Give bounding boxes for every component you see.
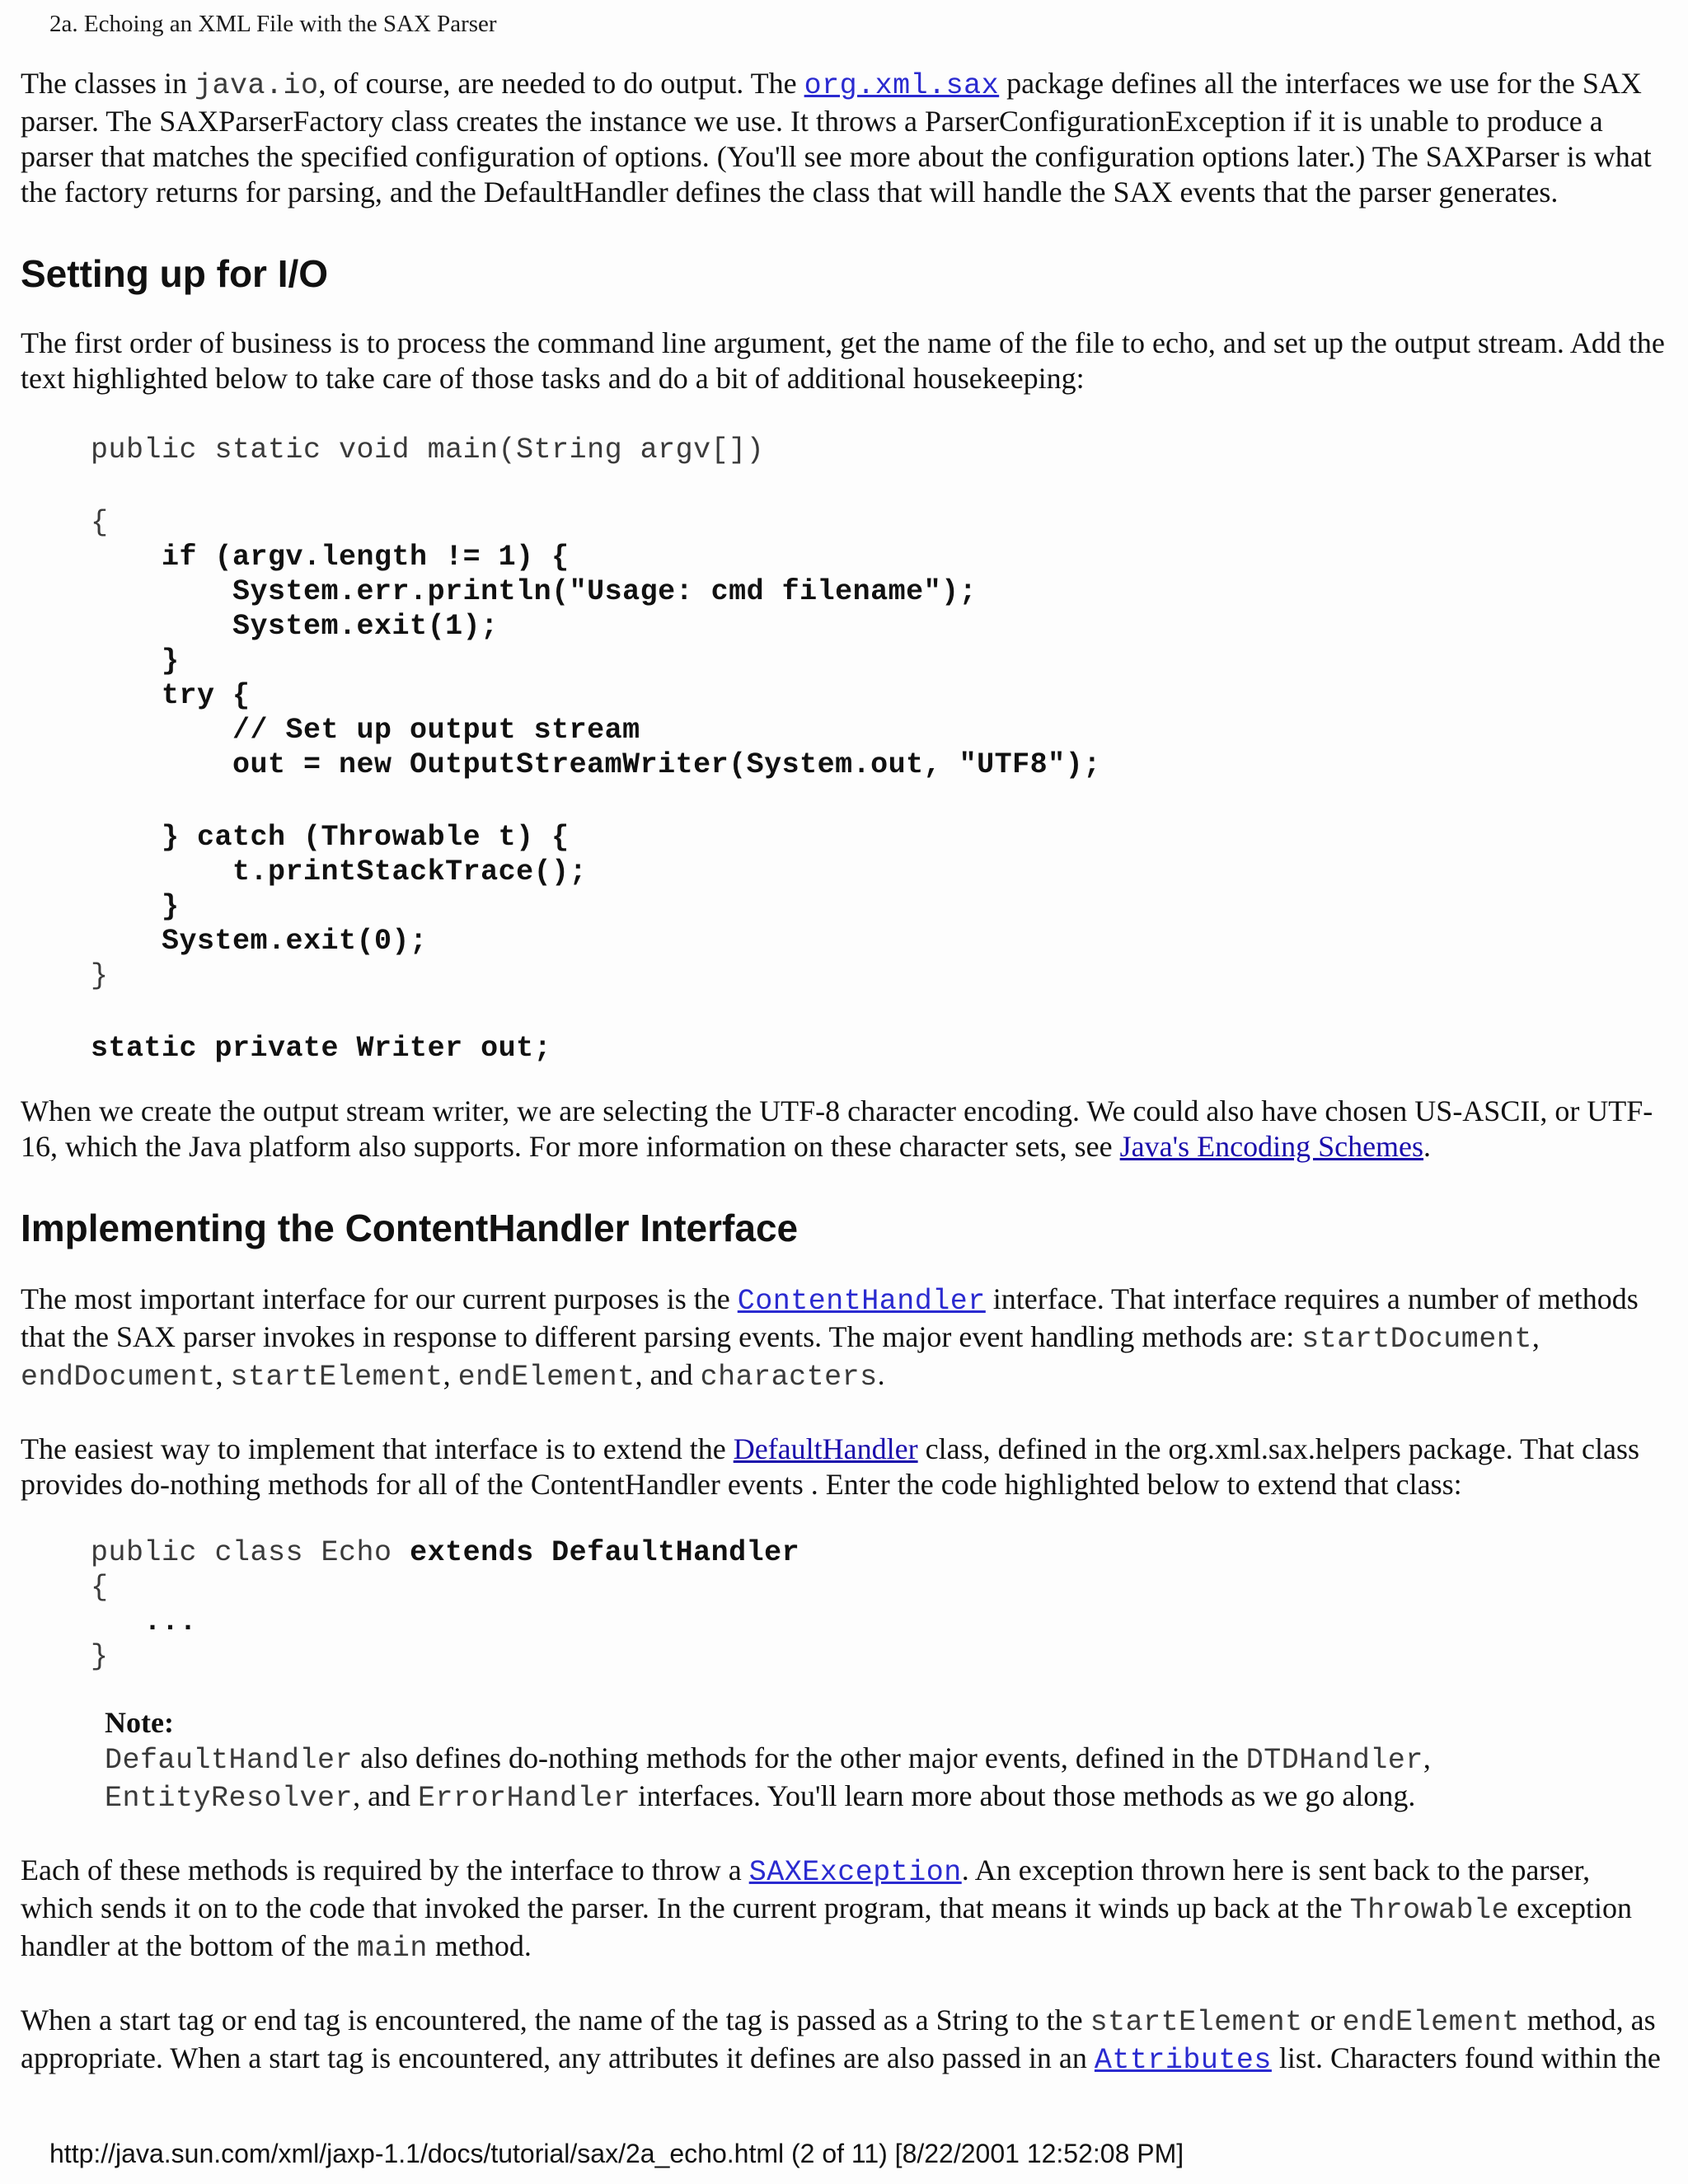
page-footer-url: http://java.sun.com/xml/jaxp-1.1/docs/tutorial/sax/2a_echo.html (2 of 11) [8/22/2001 12:52:08 PM] [49,2139,1184,2168]
ch-text: The most important interface for our current purposes is the [21,1282,738,1315]
se-text: . An exception thrown here is sent back to the parser, which sends it on to the code that invoked the parser. In the current program, that means it winds up back at the [21,1854,1591,1924]
content-handler-link[interactable]: ContentHandler [737,1285,986,1318]
intro-paragraph [21,66,1665,210]
note-text-part: , and [353,1779,419,1812]
separator: , [443,1358,458,1391]
code-line-bold: extends DefaultHandler [410,1536,800,1569]
sax-exception-link[interactable]: SAXException [748,1856,962,1889]
code-line: System.exit(0); [91,925,428,958]
ch-text: interface. That interface requires a number of methods that the SAX parser invokes in response to different parsing events. The major event handling methods are: [21,1282,1639,1353]
code-line: ... [91,1605,198,1638]
dh-text: class, defined in the org.xml.sax.helpers package. That class provides do-nothing methods for all of the ContentHandler events . Enter the code highlighted below to extend that class: [21,1432,1640,1501]
code-start-element: startElement [1090,2006,1303,2039]
code-end-element: endElement [457,1361,635,1394]
main-method-code-block [21,433,1665,1066]
se-text: method. [427,1929,532,1962]
code-line: out = new OutputStreamWriter(System.out, "UTF8"); [91,748,1101,781]
code-end-document: endDocument [21,1361,216,1394]
separator: , and [635,1358,701,1391]
content-handler-paragraph [21,1282,1665,1395]
st-text: method, as appropriate. When a start tag is encountered, any attributes it defines are also passed in an [21,2004,1656,2074]
encoding-text-end: . [1423,1130,1432,1163]
code-line: { [91,506,109,539]
note-text-part: , [1423,1741,1431,1774]
code-line: public class Echo [91,1536,410,1569]
code-line: } [91,890,180,923]
intro-code-java-io: java.io [194,69,319,102]
encoding-text: When we create the output stream writer, we are selecting the UTF-8 character encoding. We could also have chosen US-ASCII, or UTF-16, which the Java platform also supports. For more information on these character sets, see [21,1094,1653,1163]
default-handler-link[interactable]: DefaultHandler [733,1432,918,1465]
code-line: { [91,1571,109,1604]
note-text-part: also defines do-nothing methods for the other major events, defined in the [353,1741,1246,1774]
sax-exception-paragraph [21,1853,1665,1966]
section-heading-content-handler: Implementing the ContentHandler Interface [21,1207,799,1249]
separator: , [215,1358,231,1391]
page-header-title: 2a. Echoing an XML File with the SAX Parser [49,11,497,37]
note-label: Note: [105,1706,174,1739]
code-characters: characters [700,1361,878,1394]
code-error-handler: ErrorHandler [418,1782,631,1815]
encoding-paragraph [21,1094,1665,1165]
code-dtd-handler: DTDHandler [1245,1744,1423,1777]
code-line: } [91,1640,109,1673]
code-line: if (argv.length != 1) { [91,541,570,574]
se-text: Each of these methods is required by the interface to throw a [21,1854,749,1886]
note-box [21,1705,1665,1816]
echo-class-code-block [21,1535,1665,1674]
note-text [105,1741,1665,1816]
attributes-link[interactable]: Attributes [1094,2044,1272,2077]
separator: , [1531,1320,1540,1353]
code-line: } [91,644,180,677]
code-default-handler: DefaultHandler [105,1744,354,1777]
section-heading-setup-io: Setting up for I/O [21,252,329,295]
intro-text: package defines all the interfaces we use for the SAX parser. The SAXParserFactory class creates the instance we use. It throws a ParserConfigurationException if it is unable to produce a parser that matches the specified configuration of options. (You'll see more about the configuration options later.) The SAXParser is what the factory returns for parsing, and the DefaultHandler defines the class that will handle the SAX events that the parser generates. [21,67,1652,209]
code-line: try { [91,679,251,712]
code-line: // Set up output stream [91,714,640,747]
default-handler-paragraph [21,1432,1665,1502]
st-text: When a start tag or end tag is encountered, the name of the tag is passed as a String to the [21,2004,1090,2036]
article-content [21,66,1665,2079]
se-text: exception handler at the bottom of the [21,1891,1633,1962]
code-line: System.err.println("Usage: cmd filename"); [91,575,978,608]
code-end-element: endElement [1342,2006,1520,2039]
st-text: list. Characters found within the [1271,2041,1661,2074]
code-start-document: startDocument [1301,1323,1532,1356]
code-throwable: Throwable [1349,1894,1510,1927]
setup-io-paragraph: The first order of business is to process the command line argument, get the name of the file to echo, and set up the output stream. Add the text highlighted below to take care of those tasks and do a bit of additional housekeeping: [21,326,1665,395]
code-line: t.printStackTrace(); [91,855,588,888]
note-text-part: interfaces. You'll learn more about those methods as we go along. [631,1779,1416,1812]
code-line: static private Writer out; [91,1032,552,1065]
code-main: main [356,1932,428,1965]
code-line: } catch (Throwable t) { [91,821,570,854]
code-line: } [91,959,109,992]
separator: . [877,1358,885,1391]
encoding-schemes-link[interactable]: Java's Encoding Schemes [1119,1130,1424,1163]
code-start-element: startElement [230,1361,443,1394]
st-text: or [1302,2004,1343,2036]
code-line: System.exit(1); [91,610,499,643]
start-tag-paragraph [21,2003,1665,2079]
dh-text: The easiest way to implement that interface is to extend the [21,1432,734,1465]
code-line: public static void main(String argv[]) [91,434,765,466]
code-entity-resolver: EntityResolver [105,1782,354,1815]
intro-text: The classes in [21,67,195,100]
org-xml-sax-link[interactable]: org.xml.sax [804,69,1000,102]
intro-text: , of course, are needed to do output. The [318,67,804,100]
